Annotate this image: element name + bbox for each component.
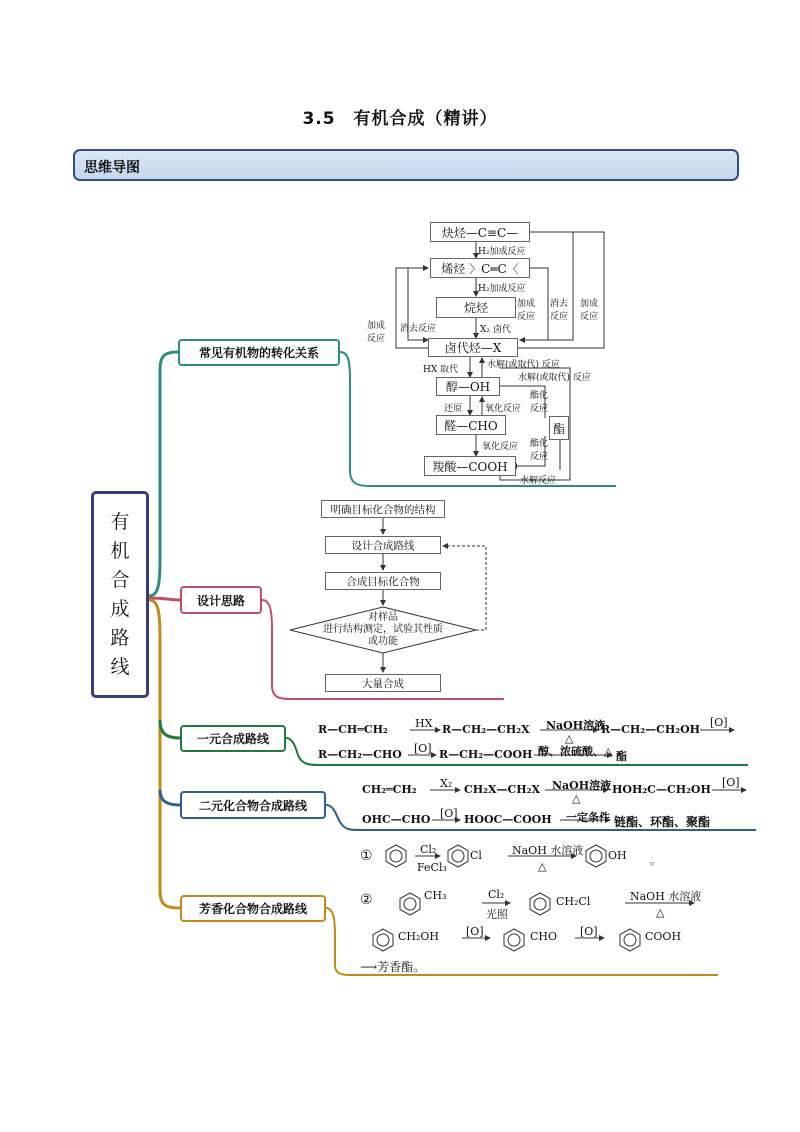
alkene-box: 烯烃 〉C═C〈: [430, 258, 530, 278]
root-node: [91, 491, 149, 698]
aro-r1-oh: OH: [608, 849, 627, 862]
diamond-line: 或功能: [368, 636, 398, 647]
aro-r3-ch2oh: CH₂OH: [398, 930, 440, 943]
aldehyde-box: 醛—CHO: [436, 415, 506, 435]
alcohol-box: 醇—OH: [436, 377, 500, 396]
two-r1-c: HOH₂C—CH₂OH: [612, 783, 711, 796]
label-addition-mid: 加成 反应: [517, 299, 536, 322]
branch-one-route: 一元合成路线: [180, 725, 286, 752]
aro-r1-end: 。: [650, 854, 661, 867]
one-r2-ester: 酯: [616, 750, 627, 763]
design-step-2: 设计合成路线: [325, 536, 441, 554]
label-h2-add-1: H₂加成反应: [478, 247, 526, 257]
aro-r2-num: ②: [360, 892, 373, 908]
one-r1-reagent: HX: [415, 717, 433, 730]
one-r2-a: R—CH₂—CHO: [318, 748, 402, 761]
aro-r1-naoh: NaOH 水溶液: [512, 844, 584, 857]
two-r1-x2: X₂: [440, 777, 453, 790]
branch-conversion: 常见有机物的转化关系: [178, 339, 340, 366]
branch-two-route: 二元化合物合成路线: [180, 791, 326, 819]
design-diamond-text: [300, 612, 466, 648]
label-elimination-left: 消去反应: [400, 324, 437, 334]
section-banner: [73, 149, 739, 181]
aro-r1-num: ①: [360, 848, 373, 864]
aro-r1-cl2: Cl₂: [420, 843, 437, 856]
two-r2-a: OHC—CHO: [362, 813, 431, 826]
label-elimination-mid: 消去 反应: [550, 299, 569, 322]
label-h2-add-2: H₂加成反应: [478, 284, 526, 294]
one-r2-reagent: 醇、浓硫酸、△: [538, 745, 613, 758]
two-r1-a: CH₂═CH₂: [362, 783, 417, 796]
two-r1-naoh: NaOH溶液: [552, 779, 612, 792]
root-char: 合: [110, 568, 130, 591]
one-r2-ox: [O]: [414, 742, 432, 755]
root-char: 成: [110, 597, 130, 620]
one-r1-c: R—CH₂—CH₂OH: [601, 723, 701, 736]
label-x2-sub: X₂ 卤代: [480, 325, 511, 335]
two-r2-cond: 一定条件: [566, 811, 610, 824]
halide-box: 卤代烃—X: [428, 338, 518, 357]
aro-r1-fecl3: FeCl₃: [417, 861, 447, 874]
aro-r3-cho: CHO: [530, 930, 558, 943]
ester-box: 酯: [549, 416, 569, 440]
aro-r2-heat: △: [656, 906, 665, 919]
root-char: 线: [110, 655, 130, 678]
root-char: 机: [110, 539, 130, 562]
one-r1-b: R—CH₂—CH₂X: [442, 723, 530, 736]
aro-r3-cooh: COOH: [645, 930, 682, 943]
label-hx-sub: HX 取代: [423, 365, 459, 375]
label-addition-left: 加成 反应: [367, 321, 386, 344]
banner-label: 思维导图: [84, 160, 140, 176]
aro-r2-cl2: Cl₂: [488, 888, 505, 901]
two-r1-heat: △: [572, 792, 581, 805]
label-oxidation-1: 氧化反应: [485, 404, 522, 414]
one-r1-naoh: NaOH溶液: [546, 719, 606, 732]
two-r1-ox: [O]: [722, 776, 740, 789]
label-reduction: 还原: [444, 404, 463, 414]
branch-design: 设计思路: [180, 586, 262, 614]
aro-r2-naoh: NaOH 水溶液: [630, 890, 702, 903]
aro-r1-heat: △: [538, 860, 547, 873]
label-esterify-2: 酯化 反应: [530, 439, 549, 462]
two-r2-ox: [O]: [440, 807, 458, 820]
one-r1-a: R—CH═CH₂: [318, 723, 388, 736]
two-r1-b: CH₂X—CH₂X: [464, 783, 541, 796]
aro-r3-ox2: [O]: [580, 925, 598, 938]
root-char: 有: [110, 510, 130, 533]
label-addition-right: 加成 反应: [580, 299, 599, 322]
label-hydrolysis-3: 水解反应: [520, 476, 557, 486]
aro-r1-cl: Cl: [470, 849, 482, 862]
page-title: 3.5 有机合成（精讲）: [302, 109, 498, 129]
alkane-box: 烷烃: [436, 297, 516, 318]
label-oxidation-2: 氧化反应: [482, 442, 519, 452]
two-r2-products: 链酯、环酯、聚酯: [614, 815, 711, 829]
design-step-1: 明确目标化合物的结构: [321, 500, 445, 518]
diamond-line: 进行结构测定，试验其性质: [323, 624, 443, 635]
design-step-3: 合成目标化合物: [325, 572, 441, 590]
one-r2-b: R—CH₂—COOH: [439, 748, 533, 761]
alkyne-box: 炔烃—C≡C—: [430, 222, 530, 242]
design-step-last: 大量合成: [325, 674, 441, 692]
one-r1-heat: △: [565, 732, 574, 745]
label-hydrolysis-1: 水解(或取代) 反应: [487, 360, 560, 370]
label-hydrolysis-2: 水解(或取代) 反应: [518, 373, 591, 383]
aro-r4: ⟶芳香酯。: [360, 960, 426, 974]
aro-r2-light: 光照: [486, 908, 508, 921]
aro-r2-ch3: CH₃: [424, 889, 447, 902]
diamond-line: 对样品: [368, 612, 398, 623]
one-r1-ox: [O]: [710, 716, 728, 729]
root-char: 路: [110, 626, 130, 649]
aro-r2-ch2cl: CH₂Cl: [556, 895, 591, 908]
two-r2-b: HOOC—COOH: [464, 813, 552, 826]
acid-box: 羧酸—COOH: [424, 456, 516, 476]
branch-aromatic: 芳香化合物合成路线: [180, 895, 326, 922]
aro-r3-ox1: [O]: [466, 925, 484, 938]
label-esterify-1: 酯化 反应: [530, 391, 549, 414]
